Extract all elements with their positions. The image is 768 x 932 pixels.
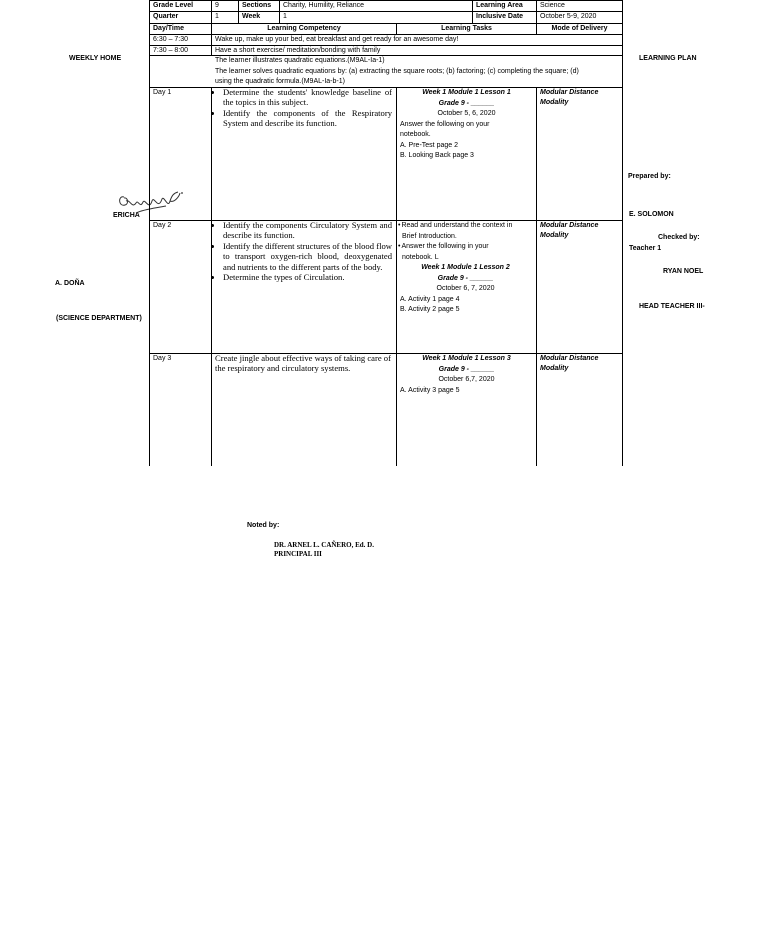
noted-by-label: Noted by: [247, 522, 280, 529]
science-department-label: (SCIENCE DEPARTMENT) [56, 315, 142, 322]
day3-grade: Grade 9 - ______ [438, 365, 495, 373]
ericha-label: ERICHA [113, 212, 140, 219]
day2-module: Week 1 Module 1 Lesson 2 [421, 264, 510, 271]
signature-image [116, 189, 188, 215]
competency-line-2: The learner solves quadratic equations by: (a) extracting the square roots; (b) factoring; (c) completing the square; (d) [215, 67, 579, 75]
quarter-label: Quarter [153, 13, 179, 20]
schedule-text-2: Have a short exercise/ meditation/bonding with family [215, 47, 381, 54]
day2-grade: Grade 9 - ______ [437, 274, 494, 282]
day2-competencies [212, 219, 395, 352]
prepared-by-label: Prepared by: [628, 173, 671, 180]
grade-level-label: Grade Level [153, 2, 194, 9]
sections-value: Charity, Humility, Reliance [283, 2, 365, 9]
day1-tasks [397, 87, 536, 220]
day2-item-2: B. Activity 2 page 5 [400, 306, 460, 313]
day2-date: October 6, 7, 2020 [436, 285, 495, 292]
day2-bullet-1a: • Read and understand the context in [398, 221, 533, 232]
principal-title: PRINCIPAL III [274, 550, 322, 558]
sections-label: Sections [242, 2, 272, 9]
day3-competency: Create jingle about effective ways of taking care of the respiratory and circulatory systems. [215, 353, 391, 374]
learning-area-label: Learning Area [476, 2, 523, 9]
day3-tasks [397, 353, 536, 463]
day3-mode-line1: Modular Distance [540, 355, 599, 362]
e-solomon-label: E. SOLOMON [629, 211, 674, 218]
learning-area-value: Science [540, 2, 565, 9]
day2-competency-3: • Determine the types of Circulation. [223, 272, 392, 282]
day3-module: Week 1 Module 1 Lesson 3 [422, 355, 511, 362]
weekly-home-label: WEEKLY HOME [69, 55, 122, 62]
schedule-time-2: 7:30 – 8:00 [153, 47, 189, 54]
competency-block [212, 55, 622, 87]
inclusive-date-value: October 5-9, 2020 [540, 13, 597, 20]
competency-line-1: The learner illustrates quadratic equations.(M9AL-Ia-1) [215, 57, 385, 64]
inclusive-date-label: Inclusive Date [476, 13, 524, 20]
quarter-value: 1 [215, 13, 219, 20]
day2-tasks [397, 220, 536, 353]
col-competency: Learning Competency [267, 25, 341, 32]
ryan-noel-label: RYAN NOEL [663, 268, 704, 275]
day2-competency-2: • Identify the different structures of the blood flow to transport oxygen-rich blood, deoxygenated and nutrients to the different parts of the body. [223, 241, 392, 272]
day3-mode [537, 353, 622, 383]
day2-mode-line1: Modular Distance [540, 222, 599, 229]
head-teacher-label: HEAD TEACHER III- [639, 303, 705, 310]
a-dona-label: A. DOÑA [55, 280, 85, 287]
grade-level-value: 9 [215, 2, 219, 9]
day2-mode-line2: Modality [540, 232, 569, 240]
day1-label: Day 1 [153, 89, 172, 96]
day3-mode-line2: Modality [540, 365, 569, 373]
day2-mode [537, 220, 622, 250]
day2-competency-1: • Identify the components Circulatory System and describe its function. [223, 220, 392, 241]
day2-bullet-2a: • Answer the following in your [398, 242, 533, 253]
day1-module: Week 1 Module 1 Lesson 1 [422, 89, 511, 96]
day1-mode-line2: Modality [540, 99, 569, 107]
day1-mode-line1: Modular Distance [540, 89, 599, 96]
schedule-time-1: 6:30 – 7:30 [153, 36, 189, 43]
week-label: Week [242, 13, 261, 20]
day3-label: Day 3 [153, 355, 172, 362]
day3-date: October 6,7, 2020 [438, 376, 495, 383]
day2-bullet-1b: Brief Introduction. [402, 232, 457, 240]
schedule-text-1: Wake up, make up your bed, eat breakfast and get ready for an awesome day! [215, 36, 459, 43]
principal-name: DR. ARNEL L. CAÑERO, Ed. D. [274, 541, 374, 549]
day1-competency-1: • Determine the students' knowledge baseline of the topics in this subject. [223, 87, 392, 108]
col-tasks: Learning Tasks [441, 25, 492, 32]
day1-grade: Grade 9 - ______ [438, 99, 495, 107]
day2-item-1: A. Activity 1 page 4 [400, 295, 460, 303]
day1-item-1: A. Pre-Test page 2 [400, 141, 458, 149]
day1-intro: Answer the following on your [400, 120, 490, 128]
day1-date: October 5, 6, 2020 [437, 110, 496, 117]
col-mode: Mode of Delivery [551, 25, 608, 32]
checked-by-label: Checked by: [658, 234, 700, 241]
day1-intro2: notebook. [400, 131, 431, 138]
day2-label: Day 2 [153, 222, 172, 229]
day1-competency-2: • Identify the components of the Respiratory System and describe its function. [223, 108, 392, 129]
day1-competencies [212, 86, 395, 219]
day3-item-1: A. Activity 3 page 5 [400, 386, 460, 394]
learning-plan-label: LEARNING PLAN [639, 55, 697, 62]
day2-bullet-2b: notebook. L [402, 253, 439, 261]
competency-line-3: using the quadratic formula.(M9AL-Ia-b-1) [215, 78, 345, 85]
week-value: 1 [283, 13, 287, 20]
day1-item-2: B. Looking Back page 3 [400, 152, 474, 159]
col-day-time: Day/Time [153, 25, 184, 32]
day1-mode [537, 87, 622, 117]
teacher1-label: Teacher 1 [629, 245, 662, 252]
